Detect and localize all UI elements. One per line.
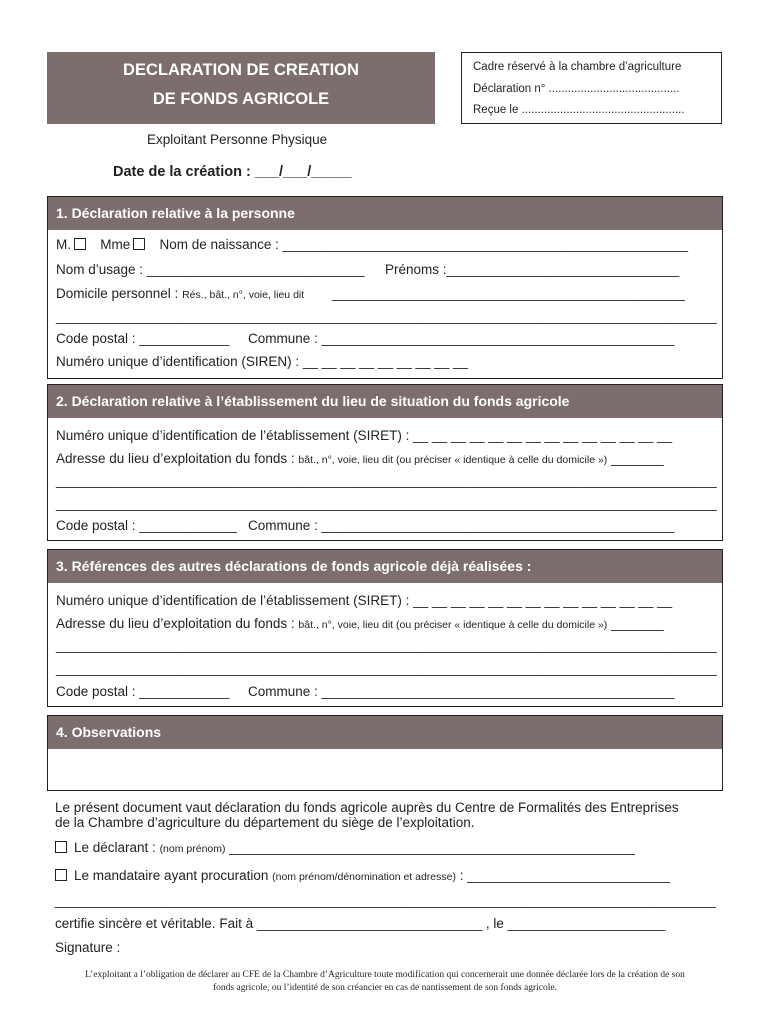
mandataire-line[interactable]: : ___________________________ [455,868,670,883]
civility-row [56,237,688,252]
page-subtitle: Exploitant Personne Physique [147,132,328,147]
mandataire-label: Le mandataire ayant procuration [74,868,273,883]
observations-area[interactable] [48,750,722,790]
mandataire-hint: (nom prénom/dénomination et adresse) [272,871,456,883]
declarant-label: Le déclarant : [74,840,160,855]
home-address-line[interactable]: _______________________________________________ [332,286,685,301]
home-address-line2[interactable]: ________________________________________________________________________________________ [56,309,717,324]
legal-paragraph-line1: Le présent document vaut déclaration du fonds agricole auprès du Centre de Formalités des Entreprises [55,800,679,815]
footer-line1: L’exploitant a l’obligation de déclarer au CFE de la Chambre d’Agriculture toute modification qui concernerait une donnée déclarée lors de la création de son [85,970,685,980]
birth-name-field[interactable]: Nom de naissance : ______________________________________________________ [159,237,689,252]
reserved-label: Cadre réservé à la chambre d’agriculture [473,61,682,73]
operation-address-row[interactable] [56,616,664,631]
section-observations-title: 4. Observations [48,716,722,749]
section-other-declarations [47,549,723,707]
section-establishment [47,384,723,541]
declarant-hint: (nom prénom) [159,843,226,855]
reserved-box [461,52,722,124]
postal-code-field[interactable]: Code postal : _____________ [56,518,237,533]
declarant-checkbox[interactable] [55,841,67,853]
mandataire-row[interactable] [55,868,670,883]
declarant-line[interactable]: ______________________________________________________ [225,840,635,855]
mme-label: Mme [100,237,131,252]
commune-field[interactable]: Commune : _______________________________________________ [248,518,675,533]
operation-address-label: Adresse du lieu d’exploitation du fonds : [56,616,299,631]
siren-field[interactable]: Numéro unique d’identification (SIREN) : __ __ __ __ __ __ __ __ __ [56,354,469,369]
operation-address-label: Adresse du lieu d’exploitation du fonds : [56,451,299,466]
title-box [47,52,435,124]
operation-address-line2[interactable]: ________________________________________________________________________________________ [56,661,717,676]
operation-address-line1[interactable]: ________________________________________________________________________________________ [56,638,717,653]
declarant-row[interactable] [55,840,635,855]
commune-field[interactable]: Commune : _______________________________________________ [248,331,675,346]
title-line1: DECLARATION DE CREATION [123,61,359,79]
legal-paragraph-line2: de la Chambre d’agriculture du département du siège de l’exploitation. [55,815,475,830]
title-line2: DE FONDS AGRICOLE [152,90,330,108]
section-other-title: 3. Références des autres déclarations de fonds agricole déjà réalisées : [48,550,722,583]
operation-address-hint: bât., n°, voie, lieu dit (ou préciser « identique à celle du domicile ») [298,619,608,631]
operation-address-hint: bât., n°, voie, lieu dit (ou préciser « identique à celle du domicile ») [298,454,608,466]
m-label: M. [56,237,71,252]
creation-date-field[interactable]: Date de la création : ___/___/_____ [113,164,352,180]
home-address-row[interactable] [56,286,304,301]
usage-name-field[interactable]: Nom d’usage : _____________________________ [56,262,365,277]
section-person [47,196,723,379]
operation-address-line1[interactable]: ________________________________________________________________________________________ [56,473,717,488]
siret-field[interactable]: Numéro unique d’identification de l’établissement (SIRET) : __ __ __ __ __ __ __ __ __ __ __ __ __ __ [56,428,673,443]
mandataire-checkbox[interactable] [55,869,67,881]
commune-field[interactable]: Commune : _______________________________________________ [248,684,675,699]
signature-label: Signature : [55,940,121,955]
home-address-label: Domicile personnel : [56,286,183,301]
operation-address-tail: _______ [607,616,664,631]
first-names-field[interactable]: Prénoms :_______________________________ [385,262,680,277]
footer-line2: fonds agricole, ou l’identité de son créancier en cas de nantissement de son fonds agricole. [213,983,557,993]
mme-checkbox[interactable] [133,238,145,250]
home-address-hint: Rés., bât., n°, voie, lieu dit [182,289,305,301]
m-checkbox[interactable] [74,238,86,250]
postal-code-field[interactable]: Code postal : ____________ [56,331,230,346]
operation-address-tail: _______ [607,451,664,466]
section-observations [47,715,723,791]
footer-note [47,969,723,995]
certify-row[interactable]: certifie sincère et véritable. Fait à ______________________________ , le _____________________ [55,916,666,931]
operation-address-line2[interactable]: ________________________________________________________________________________________ [56,496,717,511]
section-establishment-title: 2. Déclaration relative à l’établissement du lieu de situation du fonds agricole [48,385,722,418]
operation-address-row[interactable] [56,451,664,466]
mandataire-line2[interactable]: ________________________________________________________________________________________ [55,893,716,908]
postal-code-field[interactable]: Code postal : ____________ [56,684,230,699]
declaration-number: Déclaration n° ......................................... [473,83,680,95]
siret-field[interactable]: Numéro unique d’identification de l’établissement (SIRET) : __ __ __ __ __ __ __ __ __ __ __ __ __ __ [56,593,673,608]
received-date: Reçue le ................................................... [473,104,685,116]
section-person-title: 1. Déclaration relative à la personne [48,197,722,230]
